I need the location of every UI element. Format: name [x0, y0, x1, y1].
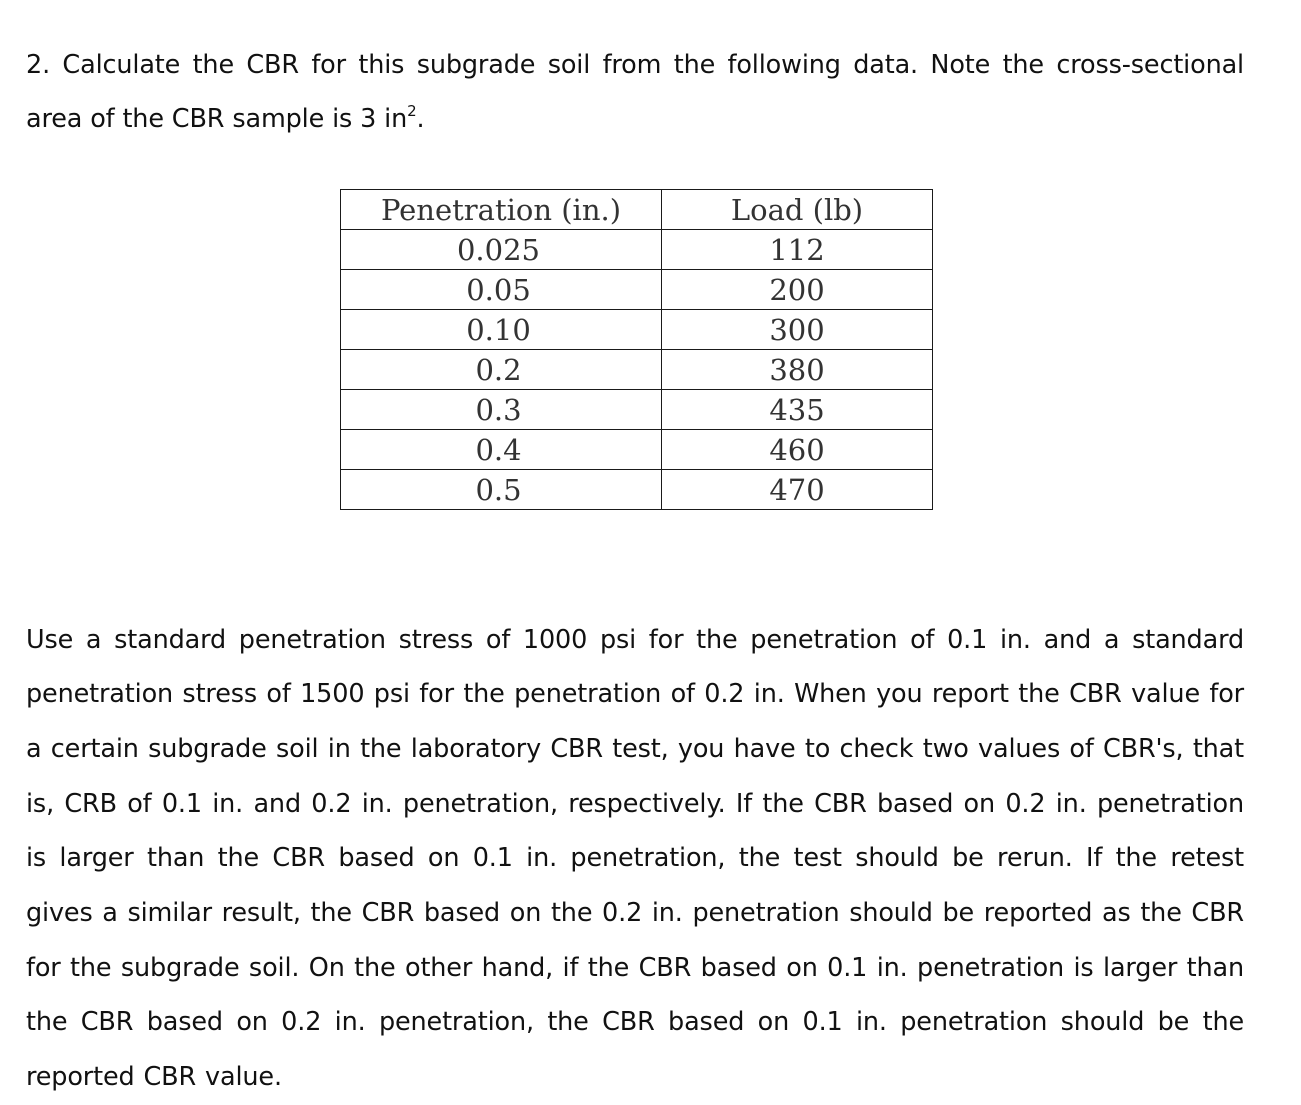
penetration-cell: 0.025	[341, 230, 662, 270]
instructions-text: Use a standard penetration stress of 1000 psi for the penetration of 0.1 in. and a standard penetration stress of 1500 psi for the penetration of 0.2 in. When you report the CBR value for a certain subgrade soil in the laboratory CBR test, you have to check two values of CBR's, that is, CRB of 0.1 in. and 0.2 in. penetration, respectively. If the CBR based on 0.2 in. penetration is larger than the CBR based on 0.1 in. penetration, the test should be rerun. If the retest gives a similar result, the CBR based on the 0.2 in. penetration should be reported as the CBR for the subgrade soil. On the other hand, if the CBR based on 0.1 in. penetration is larger than the CBR based on 0.2 in. penetration, the CBR based on 0.1 in. penetration should be the reported CBR value.	[26, 624, 1244, 1093]
table-row	[341, 270, 933, 310]
load-cell: 380	[662, 350, 933, 390]
question-period: .	[416, 104, 425, 135]
penetration-cell: 0.10	[341, 310, 662, 350]
load-cell: 470	[662, 470, 933, 510]
table-row	[341, 310, 933, 350]
question-text	[26, 38, 1244, 147]
load-cell: 200	[662, 270, 933, 310]
table-row	[341, 350, 933, 390]
penetration-cell: 0.3	[341, 390, 662, 430]
table-row	[341, 470, 933, 510]
table-row	[341, 430, 933, 470]
load-cell: 435	[662, 390, 933, 430]
table-row	[341, 230, 933, 270]
table-row	[341, 390, 933, 430]
penetration-cell: 0.5	[341, 470, 662, 510]
penetration-cell: 0.05	[341, 270, 662, 310]
penetration-cell: 0.4	[341, 430, 662, 470]
area-superscript: 2	[407, 102, 417, 121]
header-penetration: Penetration (in.)	[341, 190, 662, 230]
load-cell: 112	[662, 230, 933, 270]
header-load: Load (lb)	[662, 190, 933, 230]
load-cell: 460	[662, 430, 933, 470]
question-body: 2. Calculate the CBR for this subgrade soil from the following data. Note the cross-sectional area of the CBR sample is 3 in	[26, 49, 1244, 135]
load-cell: 300	[662, 310, 933, 350]
cbr-data-table	[340, 189, 933, 510]
table-header-row	[341, 190, 933, 230]
penetration-cell: 0.2	[341, 350, 662, 390]
